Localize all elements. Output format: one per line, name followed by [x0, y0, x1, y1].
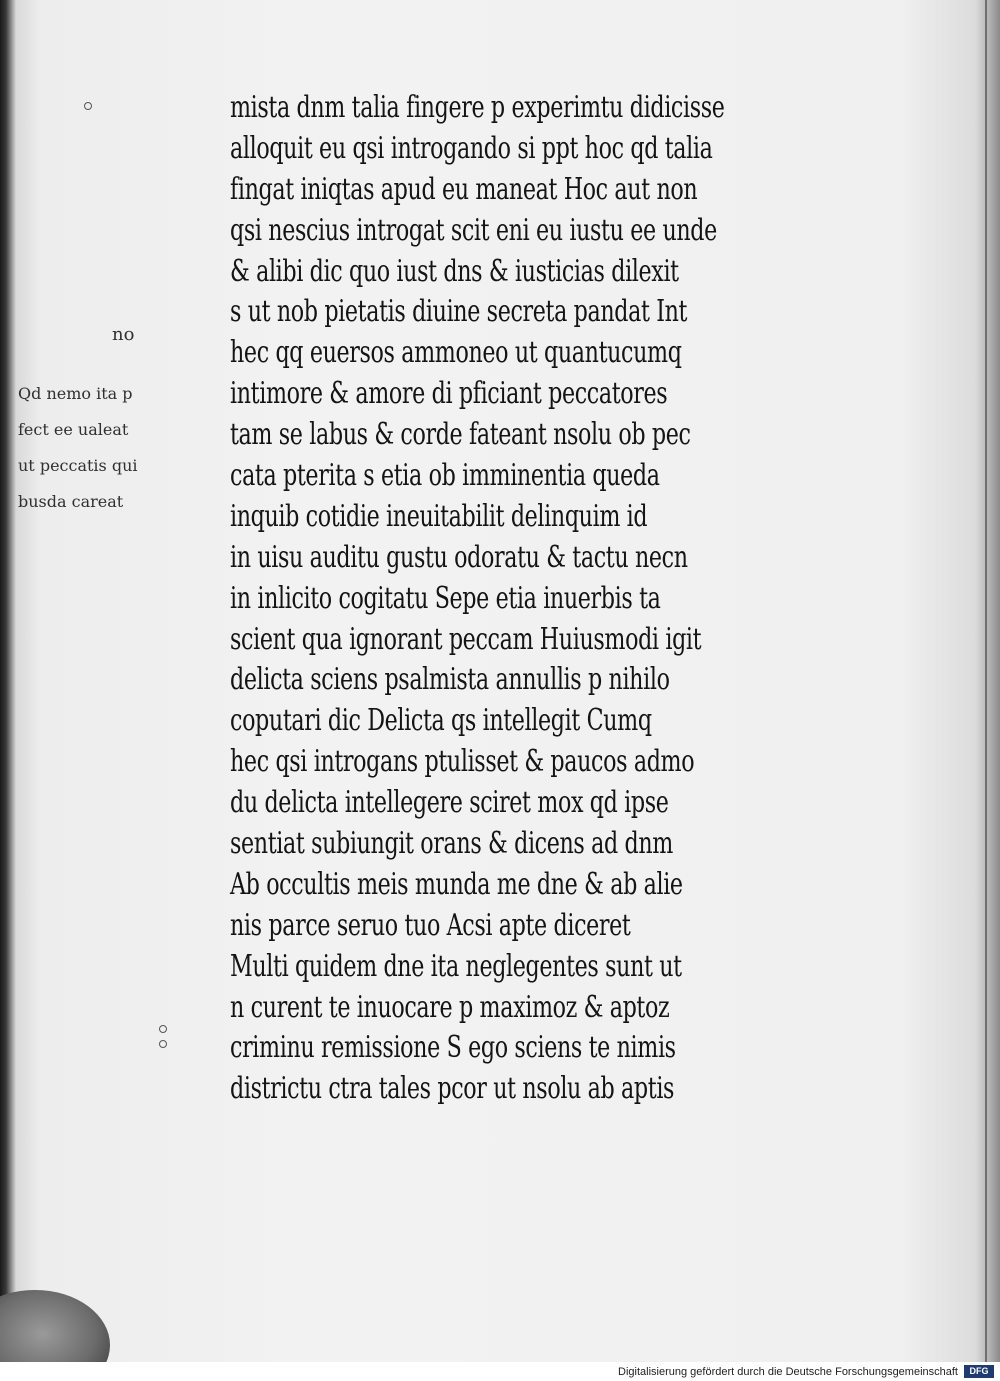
margin-note-line: fect ee ualeat	[18, 420, 129, 439]
text-line: scient qua ignorant peccam Huiusmodi igit	[230, 621, 702, 657]
margin-dot	[84, 102, 92, 110]
text-line: Multi quidem dne ita neglegentes sunt ut	[230, 948, 682, 984]
margin-note	[18, 376, 213, 520]
text-line: hec qq euersos ammoneo ut quantucumq	[230, 335, 682, 371]
text-line: delicta sciens psalmista annullis p nihilo	[230, 662, 670, 698]
text-line: qsi nescius introgat scit eni eu iustu ee unde	[230, 212, 717, 248]
text-line: fingat iniqtas apud eu maneat Hoc aut non	[230, 171, 698, 207]
text-line: intimore & amore di pficiant peccatores	[230, 376, 668, 412]
margin-note-line: Qd nemo ita p	[18, 384, 133, 403]
text-line: in inlicito cogitatu Sepe etia inuerbis ta	[230, 580, 661, 616]
margin-nota-mark: no	[112, 324, 135, 345]
text-line: coputari dic Delicta qs intellegit Cumq	[230, 703, 652, 739]
text-line: & alibi dic quo iust dns & iusticias dilexit	[230, 253, 679, 289]
margin-dot	[159, 1040, 167, 1048]
text-line: s ut nob pietatis diuine secreta pandat Int	[230, 294, 688, 330]
text-line: n curent te inuocare p maximoz & aptoz	[230, 989, 670, 1025]
text-line: inquib cotidie ineuitabilit delinquim id	[230, 498, 648, 534]
margin-note-line: ut peccatis qui	[18, 456, 138, 475]
text-line: tam se labus & corde fateant nsolu ob pec	[230, 417, 691, 453]
text-line: Ab occultis meis munda me dne & ab alie	[230, 866, 683, 902]
dfg-logo: DFG	[964, 1365, 994, 1378]
margin-dot	[159, 1025, 167, 1033]
page-edge-line	[985, 0, 987, 1362]
text-line: hec qsi introgans ptulisset & paucos admo	[230, 744, 695, 780]
text-line: mista dnm talia fingere p experimtu didicisse	[230, 90, 725, 125]
text-line: criminu remissione S ego sciens te nimis	[230, 1030, 676, 1066]
text-line: in uisu auditu gustu odoratu & tactu necn	[230, 539, 688, 575]
thumb-shadow	[0, 1290, 110, 1362]
text-line: alloquit eu qsi introgando si ppt hoc qd talia	[230, 130, 713, 166]
main-text-column	[230, 88, 930, 1110]
margin-note-line: busda careat	[18, 492, 124, 511]
text-line: nis parce seruo tuo Acsi apte diceret	[230, 907, 631, 943]
text-line: cata pterita s etia ob imminentia queda	[230, 458, 660, 494]
text-line: du delicta intellegere sciret mox qd ipse	[230, 785, 669, 821]
text-line: sentiat subiungit orans & dicens ad dnm	[230, 826, 673, 862]
text-line: districtu ctra tales pcor ut nsolu ab aptis	[230, 1071, 675, 1107]
dfg-credit-text: Digitalisierung gefördert durch die Deutsche Forschungsgemeinschaft	[618, 1366, 958, 1378]
